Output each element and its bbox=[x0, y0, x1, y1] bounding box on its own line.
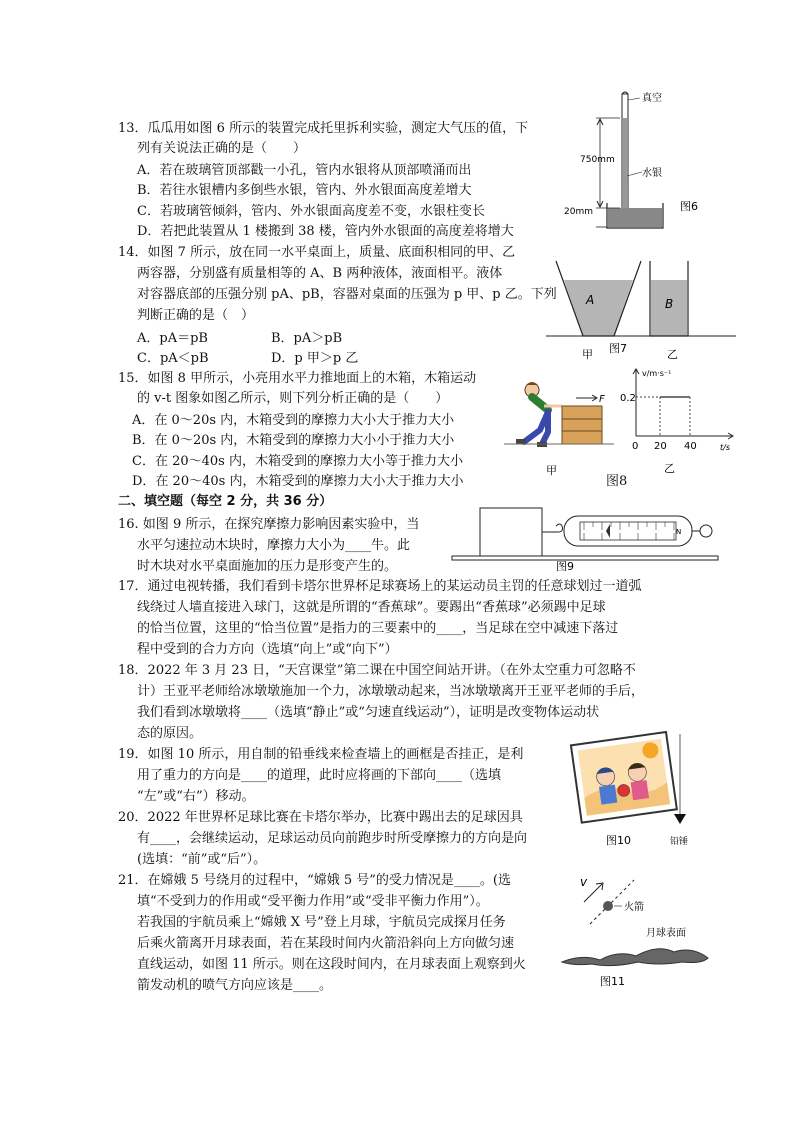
q21-line-5: 直线运动，如图 11 所示。则在这段时间内，在月球表面上观察到火 bbox=[137, 957, 526, 972]
q14-stem-line-4: 判断正确的是（ ） bbox=[137, 308, 255, 323]
q16-line-1: 16. 如图 9 所示，在探究摩擦力影响因素实验中，当 bbox=[118, 517, 420, 532]
figure-7-containers bbox=[546, 256, 736, 364]
fig11-caption: 图11 bbox=[600, 975, 625, 988]
section-2-heading: 二、填空题（每空 2 分，共 36 分） bbox=[118, 494, 333, 509]
q16-line-2: 水平匀速拉动木块时，摩擦力大小为____牛。此 bbox=[137, 538, 411, 553]
fig7-liquid-b: B bbox=[665, 297, 674, 311]
fig7-label-yi: 乙 bbox=[667, 348, 678, 361]
fig10-caption: 图10 bbox=[606, 834, 631, 847]
fig9-caption: 图9 bbox=[556, 560, 574, 573]
q18-line-2: 计）王亚平老师给冰墩墩施加一个力，冰墩墩动起来，当冰墩墩离开王亚平老师的手后， bbox=[137, 684, 645, 699]
q18-line-1: 18．2022 年 3 月 23 日，“天宫课堂”第二课在中国空间站开讲。（在外太空重力可忽略不 bbox=[118, 663, 636, 678]
fig11-moon-label: 月球表面 bbox=[646, 928, 686, 939]
fig6-caption: 图6 bbox=[680, 200, 698, 213]
wooden-block-icon bbox=[480, 508, 542, 556]
q13-stem-line-1: 13．瓜瓜用如图 6 所示的装置完成托里拆利实验，测定大气压的值，下 bbox=[118, 121, 529, 136]
q15-stem-line-2: 的 v-t 图象如图乙所示，则下列分析正确的是（ ） bbox=[137, 391, 449, 406]
fig8-t-axis-label: t/s bbox=[720, 443, 730, 452]
q13-option-b: B．若往水银槽内多倒些水银，管内、外水银面高度差增大 bbox=[137, 183, 472, 198]
q15-stem-line-1: 15．如图 8 甲所示，小亮用水平力推地面上的木箱，木箱运动 bbox=[118, 371, 477, 386]
figure-10-picture-frame bbox=[566, 730, 696, 852]
moon-surface-icon bbox=[562, 949, 708, 966]
q15-option-d: D．在 20～40s 内，木箱受到的摩擦力大小大于推力大小 bbox=[132, 474, 464, 489]
fig8-t20-label: 20 bbox=[654, 441, 667, 452]
fig7-liquid-a: A bbox=[586, 293, 595, 307]
fig6-20mm-label: 20mm bbox=[564, 207, 593, 217]
q17-line-1: 17．通过电视转播，我们看到卡塔尔世界杯足球赛场上的某运动员主罚的任意球划过一道弧 bbox=[118, 579, 642, 594]
fig8-caption: 图8 bbox=[606, 474, 628, 489]
q21-line-2: 填“不受到力的作用或“受平衡力作用”或“受非平衡力作用”）。 bbox=[137, 894, 489, 909]
q13-stem-line-2: 列有关说法正确的是（ ） bbox=[137, 141, 307, 156]
fig8-label-jia: 甲 bbox=[546, 464, 557, 477]
wooden-box-icon bbox=[562, 406, 602, 444]
q15-option-c: C．在 20～40s 内，木箱受到的摩擦力大小等于推力大小 bbox=[132, 454, 463, 469]
q14-option-c: C．pA＜pB bbox=[137, 351, 209, 366]
fig7-caption: 图7 bbox=[609, 342, 627, 355]
fig7-label-jia: 甲 bbox=[582, 348, 593, 361]
q17-line-4: 程中受到的合力方向（选填“向上”或“向下”） bbox=[137, 642, 398, 657]
q19-line-3: “左”或“右”）移动。 bbox=[137, 789, 255, 804]
fig8-t0-label: 0 bbox=[632, 441, 639, 452]
fig6-mercury-label: 水银 bbox=[642, 168, 662, 179]
q14-stem-line-2: 两容器，分别盛有质量相等的 A、B 两种液体，液面相平。液体 bbox=[137, 266, 503, 281]
q19-line-2: 用了重力的方向是____的道理，此时应将画的下部向____（选填 bbox=[137, 768, 502, 783]
q14-option-b: B．pA＞pB bbox=[271, 331, 343, 346]
q14-option-a: A．pA＝pB bbox=[137, 331, 208, 346]
fig6-vacuum-label: 真空 bbox=[642, 93, 662, 104]
fig8-t40-label: 40 bbox=[684, 441, 697, 452]
figure-11-rocket bbox=[562, 870, 718, 990]
fig6-750mm-label: 750mm bbox=[580, 155, 615, 165]
q13-option-a: A．若在玻璃管顶部戳一小孔，管内水银将从顶部喷涌而出 bbox=[137, 163, 472, 178]
scale-ring-icon bbox=[700, 525, 712, 537]
fig8-label-yi: 乙 bbox=[664, 462, 675, 475]
fig8-force-label: F bbox=[599, 394, 605, 405]
q20-line-2: 有____，会继续运动，足球运动员向前跑步时所受摩擦力的方向是向 bbox=[137, 831, 528, 846]
q21-line-1: 21．在嫦娥 5 号绕月的过程中，“嫦娥 5 号”的受力情况是____。(选 bbox=[118, 873, 511, 888]
q21-line-6: 箭发动机的喷气方向应该是____。 bbox=[137, 978, 333, 993]
plumb-bob-icon bbox=[674, 814, 686, 824]
q16-line-3: 时木块对水平桌面施加的压力是形变产生的。 bbox=[137, 559, 398, 574]
q13-option-d: D．若把此装置从 1 楼搬到 38 楼，管内外水银面的高度差将增大 bbox=[137, 224, 514, 239]
q21-line-3: 若我国的宇航员乘上“嫦娥 X 号”登上月球，宇航员完成探月任务 bbox=[137, 915, 506, 930]
q17-line-2: 线绕过人墙直接进入球门，这就是所谓的“香蕉球”。要踢出“香蕉球”必须踢中足球 bbox=[137, 600, 606, 615]
q13-option-c: C．若玻璃管倾斜，管内、外水银面高度差不变，水银柱变长 bbox=[137, 204, 485, 219]
figure-8-jia-push-box bbox=[504, 376, 614, 476]
fig10-plumb-label: 铅锤 bbox=[670, 837, 689, 847]
svg-text:N: N bbox=[676, 528, 682, 536]
fig8-v-value: 0.2 bbox=[620, 393, 636, 404]
q14-stem-line-3: 对容器底部的压强分别 pA、pB，容器对桌面的压强为 p 甲、p 乙。下列 bbox=[137, 287, 557, 302]
q15-option-a: A．在 0～20s 内，木箱受到的摩擦力大小大于推力大小 bbox=[132, 413, 455, 428]
q20-line-3: (选填：“前”或“后”）。 bbox=[137, 852, 267, 867]
figure-6-torricelli bbox=[560, 88, 710, 238]
fig8-v-axis-label: v/m·s⁻¹ bbox=[642, 369, 672, 378]
q15-option-b: B．在 0～20s 内，木箱受到的摩擦力大小小于推力大小 bbox=[132, 433, 455, 448]
figure-9-spring-scale bbox=[452, 502, 718, 573]
q18-line-3: 我们看到冰墩墩将____（选填“静止”或“匀速直线运动”），证明是改变物体运动状 bbox=[137, 705, 600, 720]
q19-line-1: 19．如图 10 所示，用自制的铅垂线来检查墙上的画框是否挂正，是利 bbox=[118, 747, 524, 762]
q14-stem-line-1: 14．如图 7 所示，放在同一水平桌面上，质量、底面积相同的甲、乙 bbox=[118, 245, 516, 260]
fig11-rocket-label: 火箭 bbox=[624, 902, 644, 913]
q17-line-3: 的恰当位置，这里的“恰当位置”是指力的三要素中的____，当足球在空中减速下落过 bbox=[137, 621, 619, 636]
rocket-icon bbox=[603, 901, 613, 911]
q21-line-4: 后乘火箭离开月球表面，若在某段时间内火箭沿斜向上方向做匀速 bbox=[137, 936, 515, 951]
figure-8-yi-vt-graph bbox=[620, 364, 738, 476]
q14-option-d: D．p 甲＞p 乙 bbox=[271, 351, 359, 366]
fig11-v-label: v bbox=[580, 875, 588, 889]
q20-line-1: 20．2022 年世界杯足球比赛在卡塔尔举办，比赛中踢出去的足球因具 bbox=[118, 810, 523, 825]
q18-line-4: 态的原因。 bbox=[137, 726, 203, 741]
